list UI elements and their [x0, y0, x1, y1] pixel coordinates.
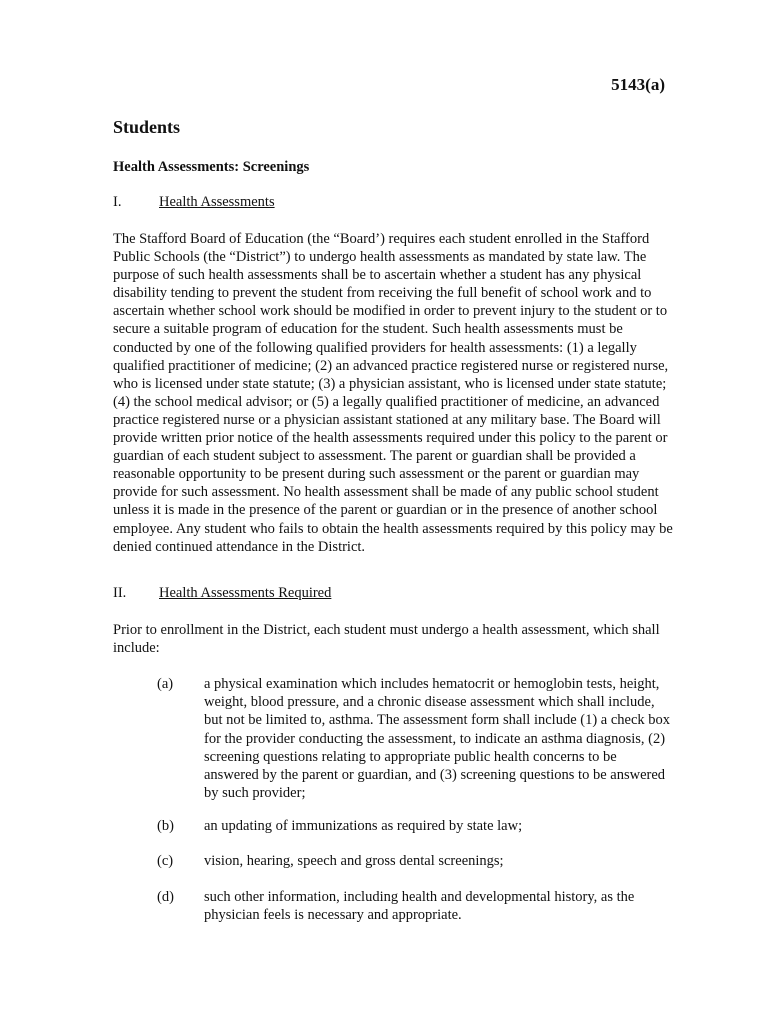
list-item-letter: (a) [157, 676, 174, 692]
list-item-text: vision, hearing, speech and gross dental screenings; [204, 853, 504, 869]
list-item-letter: (d) [157, 889, 174, 905]
list-item-text: such other information, including health and developmental history, as the physician feels is necessary and appropriate. [204, 889, 635, 924]
policy-number: 5143(a) [611, 75, 665, 94]
list-item-letter: (c) [157, 853, 174, 869]
part-1-numeral: I. [113, 194, 122, 210]
list-item-letter: (b) [157, 818, 174, 834]
section-heading: Students [113, 117, 181, 137]
list-item-text: an updating of immunizations as required by state law; [204, 818, 523, 834]
part-2-title: Health Assessments Required [159, 585, 332, 601]
part-1-paragraph: The Stafford Board of Education (the “Board’) requires each student enrolled in the Stafford Public Schools (the “District”) to undergo health assessments as mandated by state law. The purpose of such health assessments shall be to ascertain whether a student has any physical disability tending to prevent the student from receiving the full benefit of school work and to ascertain whether school work should be modified in order to prevent injury to the student or to secure a suitable program of education for the student. Such health assessments must be conducted by one of the following qualified providers for health assessments: (1) a legally qualified practitioner of medicine; (2) an advanced practice registered nurse or registered nurse, who is licensed under state statute; (3) a physician assistant, who is licensed under state statute; (4) the school medical advisor; or (5) a legally qualified practitioner of medicine, an advanced practice registered nurse or a physician assistant stationed at any military base. The Board will provide written prior notice of the health assessments required under this policy to the parent or guardian of each student subject to assessment. The parent or guardian shall be provided a reasonable opportunity to be present during such assessment or the parent or guardian may provide for such assessment. No health assessment shall be made of any public school student unless it is made in the presence of the parent or guardian or in the presence of another school employee. Any student who fails to obtain the health assessments required by this policy may be denied continued attendance in the District. [113, 231, 673, 555]
policy-title: Health Assessments: Screenings [113, 159, 310, 175]
part-1-title: Health Assessments [159, 194, 275, 210]
part-2-intro: Prior to enrollment in the District, each student must undergo a health assessment, which shall include: [113, 622, 660, 657]
list-item-text: a physical examination which includes hematocrit or hemoglobin tests, height, weight, blood pressure, and a chronic disease assessment which shall include, but not be limited to, asthma. The assessment form shall include (1) a check box for the provider conducting the assessment, to indicate an asthma diagnosis, (2) screening questions relating to appropriate public health concerns to be answered by the parent or guardian, and (3) screening questions to be answered by such provider; [204, 676, 671, 802]
part-2-numeral: II. [113, 585, 127, 601]
